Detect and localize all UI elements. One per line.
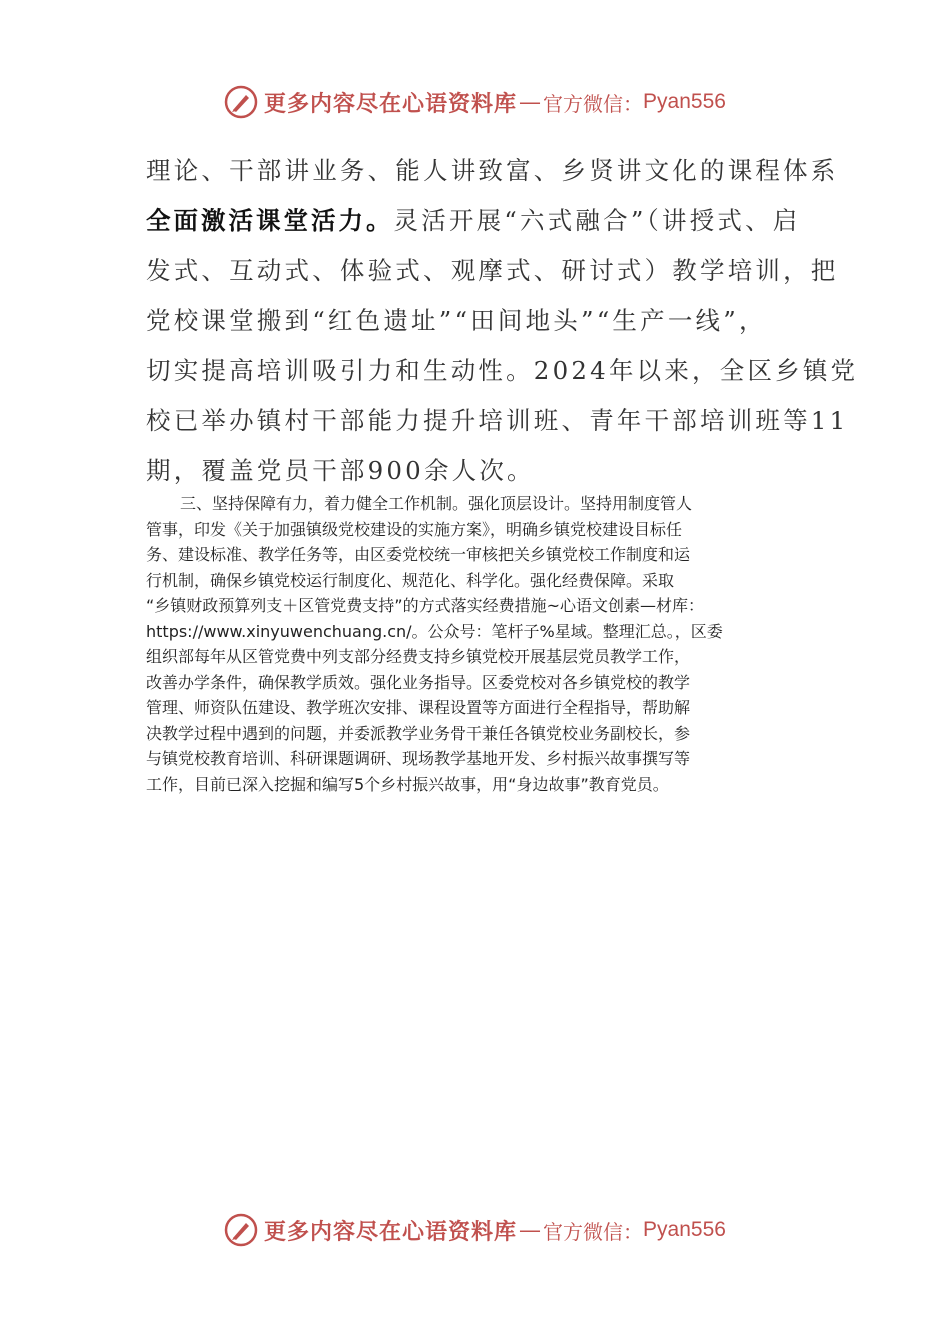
banner-main-text: 更多内容尽在心语资料库 [264,1218,518,1245]
text-line: 决教学过程中遇到的问题，并委派教学业务骨干兼任各镇党校业务副校长，参 [146,723,691,743]
pen-logo-icon [224,1213,258,1247]
text-line: 理论、干部讲业务、能人讲致富、乡贤讲文化的课程体系 [146,156,839,185]
header-watermark-banner [0,80,950,124]
banner-wechat-id: Pyan556 [643,90,726,113]
text-line: 管理、师资队伍建设、教学班次安排、课程设置等方面进行全程指导，帮助解 [146,698,691,717]
text-line: 发式、互动式、体验式、观摩式、研讨式）教学培训，把 [146,256,839,285]
text-line: 改善办学条件，确保教学质效。强化业务指导。区委党校对各乡镇党校的教学 [146,672,691,692]
banner-wechat-id: Pyan556 [643,1218,726,1241]
bold-emphasis: 全面激活课堂活力。 [146,206,394,235]
banner-wechat-label: 官方微信： [543,91,644,116]
text-line: 务、建设标准、教学任务等，由区委党校统一审核把关乡镇党校工作制度和运 [146,545,691,564]
text-line: 党校课堂搬到“红色遗址”“田间地头”“生产一线”， [146,306,767,335]
banner-wechat-label: 官方微信： [543,1219,644,1244]
pen-logo-icon [224,85,258,119]
text-line: 期，覆盖党员干部900余人次。 [146,456,535,485]
footer-watermark-banner [0,1208,950,1252]
banner-main-text: 更多内容尽在心语资料库 [264,90,518,117]
text-line [146,196,808,246]
text-line: “乡镇财政预算列支＋区管党费支持”的方式落实经费措施~心语文创素—材库： [146,596,704,615]
banner-separator: — [519,89,542,115]
text-segment: 灵活开展“六式融合”（讲授式、启 [393,206,801,235]
text-line: 校已举办镇村干部能力提升培训班、青年干部培训班等11 [146,406,849,435]
large-body-paragraph [146,146,859,496]
text-line: 工作，目前已深入挖掘和编写5个乡村振兴故事，用“身边故事”教育党员。 [146,774,669,794]
text-line: https://www.xinyuwenchuang.cn/。公众号：笔杆子%星域。整理汇总。，区委 [146,621,723,641]
text-line: 切实提高培训吸引力和生动性。2024年以来，全区乡镇党 [146,356,859,385]
small-body-paragraph [146,491,808,797]
text-line: 与镇党校教育培训、科研课题调研、现场教学基地开发、乡村振兴故事撰写等 [146,749,691,768]
banner-separator: — [519,1217,542,1243]
text-line: 组织部每年从区管党费中列支部分经费支持乡镇党校开展基层党员教学工作， [146,647,691,666]
text-line: 行机制，确保乡镇党校运行制度化、规范化、科学化。强化经费保障。采取 [146,570,675,590]
text-line: 管事，印发《关于加强镇级党校建设的实施方案》，明确乡镇党校建设目标任 [146,519,683,539]
text-line: 三、坚持保障有力，着力健全工作机制。强化顶层设计。坚持用制度管人 [180,494,693,513]
